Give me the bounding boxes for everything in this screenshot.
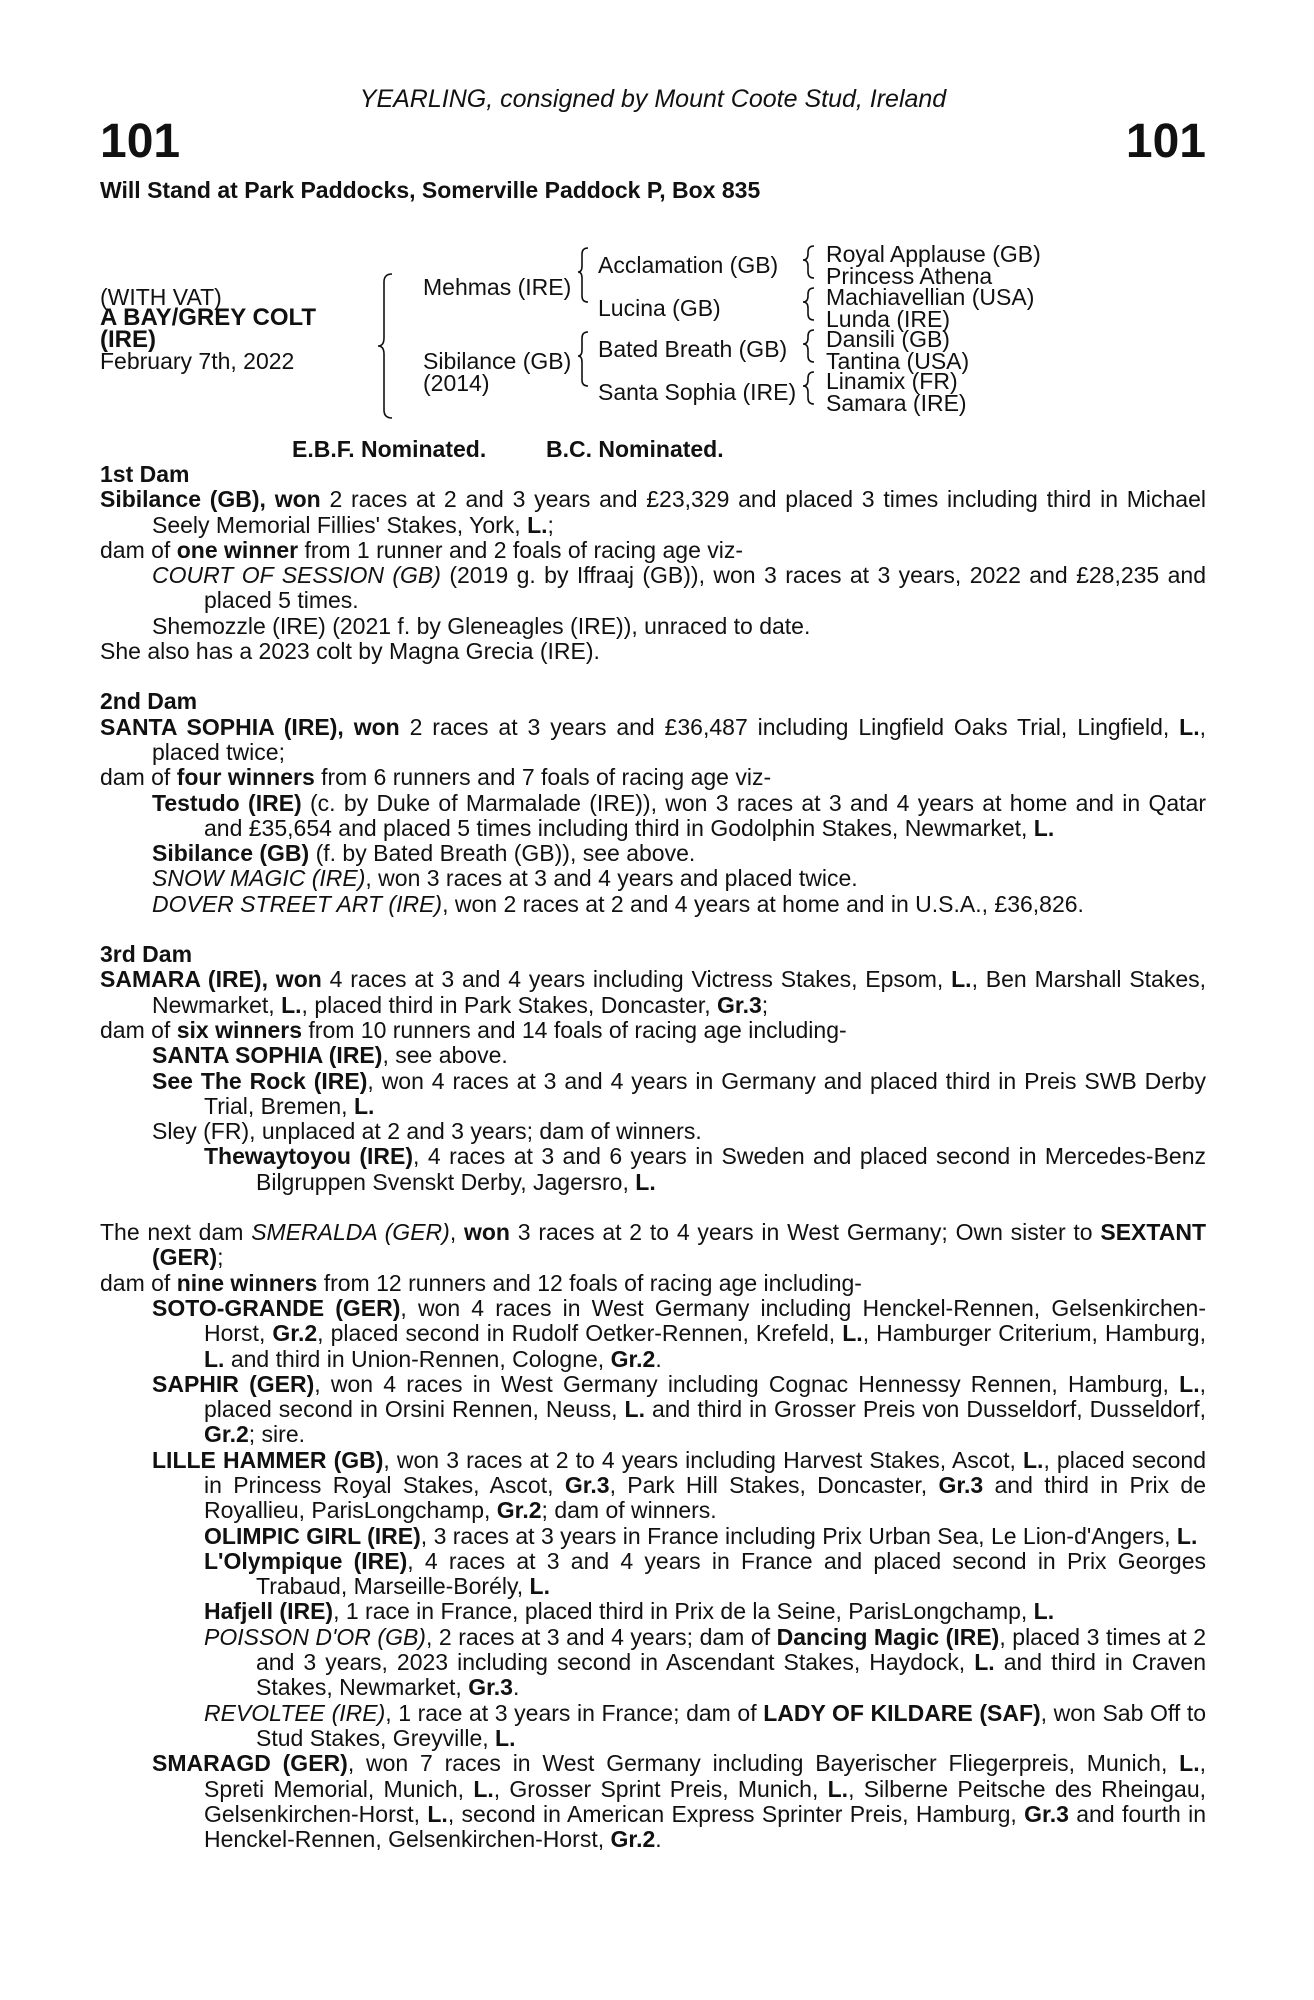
- sire-sire-name: Acclamation (GB): [598, 252, 779, 278]
- stand-location: Will Stand at Park Paddocks, Somerville Paddock P, Box 835: [100, 177, 761, 203]
- dam2-race-record: SANTA SOPHIA (IRE), won 2 races at 3 years and £36,487 including Lingfield Oaks Trial, Lingfield, L., placed twice;: [100, 713, 1207, 765]
- bracket-g12: [803, 246, 814, 278]
- dam2-produce-summary: dam of four winners from 6 runners and 7 foals of racing age viz-: [100, 764, 772, 791]
- dam1-foal-shemozzle: Shemozzle (IRE) (2021 f. by Gleneagles (IRE)), unraced to date.: [152, 612, 811, 639]
- lot-number-left: 101: [100, 115, 181, 168]
- dam2-heading: 2nd Dam: [100, 688, 198, 715]
- sire-dam-name: Lucina (GB): [598, 295, 721, 321]
- dam2-foal-sibilance: Sibilance (GB) (f. by Bated Breath (GB)), see above.: [152, 840, 696, 867]
- dam3-foal-see-the-rock: See The Rock (IRE), won 4 races at 3 and 4 years in Germany and placed third in Preis SWB Derby Trial, Bremen, L.: [152, 1067, 1206, 1119]
- dam2-foal-dover-street-art: DOVER STREET ART (IRE), won 2 races at 2 and 4 years at home and in U.S.A., £36,826.: [152, 890, 1084, 917]
- dam1-foal-court-of-session: COURT OF SESSION (GB) (2019 g. by Iffraaj (GB)), won 3 races at 3 years, 2022 and £28,235 and placed 5 times.: [152, 562, 1206, 614]
- ggdam-6: Tantina (USA): [826, 348, 970, 374]
- dam-name: Sibilance (GB): [423, 348, 572, 374]
- ggsire-7: Linamix (FR): [826, 368, 958, 394]
- dam4-grandfoal-lolympique: L'Olympique (IRE), 4 races at 3 and 4 years in France and placed second in Prix Georges Trabaud, Marseille-Borély, L.: [204, 1547, 1207, 1600]
- dam3-race-record: SAMARA (IRE), won 4 races at 3 and 4 years including Victress Stakes, Epsom, L., Ben Marshall Stakes, Newmarket, L., placed third in Park Stakes, Doncaster, Gr.3;: [100, 966, 1207, 1018]
- dam4-grandfoal-poisson-dor: POISSON D'OR (GB), 2 races at 3 and 4 years; dam of Dancing Magic (IRE), placed 3 times at 2 and 3 years, 2023 including second in Ascendant Stakes, Haydock, L. and third in Craven Stakes, Newmarket, Gr.3.: [204, 1623, 1206, 1701]
- ebf-nomination: E.B.F. Nominated.: [292, 436, 487, 462]
- consignment-line: YEARLING, consigned by Mount Coote Stud, Ireland: [359, 85, 947, 113]
- dam4-grandfoal-hafjell: Hafjell (IRE), 1 race in France, placed third in Prix de la Seine, ParisLongchamp, L.: [204, 1598, 1055, 1625]
- dam3-foal-santa-sophia: SANTA SOPHIA (IRE), see above.: [152, 1042, 508, 1069]
- ggsire-1: Royal Applause (GB): [826, 241, 1041, 267]
- ggsire-3: Machiavellian (USA): [826, 284, 1035, 310]
- dam1-race-record: Sibilance (GB), won 2 races at 2 and 3 years and £23,329 and placed 3 times including third in Michael Seely Memorial Fillies' Stakes, York, L.;: [100, 486, 1206, 538]
- dam4-foal-smaragd: SMARAGD (GER), won 7 races in West Germany including Bayerischer Fliegerpreis, Munich, L., Spreti Memorial, Munich, L., Grosser Sprint Preis, Munich, L., Silberne Peitsche des Rheingau, Gelsenkirchen-Horst, L., second in American Express Sprinter Preis, Hamburg, Gr.3 and fourth in Henckel-Rennen, Gelsenkirchen-Horst, Gr.2.: [152, 1750, 1207, 1853]
- dam2-foal-snow-magic: SNOW MAGIC (IRE), won 3 races at 3 and 4 years and placed twice.: [152, 865, 858, 892]
- ggsire-5: Dansili (GB): [826, 326, 950, 352]
- vat-note: (WITH VAT): [100, 284, 222, 310]
- dam1-heading: 1st Dam: [100, 461, 190, 487]
- dam3-produce-summary: dam of six winners from 10 runners and 14 foals of racing age including-: [100, 1016, 847, 1043]
- dam4-produce-summary: dam of nine winners from 12 runners and 12 foals of racing age including-: [100, 1269, 862, 1296]
- dam3-foal-sley: Sley (FR), unplaced at 2 and 3 years; dam of winners.: [152, 1118, 702, 1145]
- dam-dam-name: Santa Sophia (IRE): [598, 379, 797, 405]
- sire-name: Mehmas (IRE): [423, 274, 572, 300]
- dam4-grandfoal-revoltee: REVOLTEE (IRE), 1 race at 3 years in France; dam of LADY OF KILDARE (SAF), won Sab Off to Stud Stakes, Greyville, L.: [204, 1699, 1207, 1751]
- dam-year: (2014): [423, 370, 490, 396]
- horse-origin: (IRE): [100, 326, 156, 353]
- bc-nomination: B.C. Nominated.: [546, 436, 724, 462]
- dam4-foal-saphir: SAPHIR (GER), won 4 races in West Germany including Cognac Hennessy Rennen, Hamburg, L., placed second in Orsini Rennen, Neuss, L. and third in Grosser Preis von Dusseldorf, Dusseldorf, Gr.2; sire.: [152, 1370, 1206, 1448]
- dam3-heading: 3rd Dam: [100, 941, 193, 968]
- dam4-grandfoal-olimpic-girl: OLIMPIC GIRL (IRE), 3 races at 3 years in France including Prix Urban Sea, Le Lion-d'Angers, L.: [204, 1522, 1198, 1549]
- dam-sire-name: Bated Breath (GB): [598, 336, 788, 362]
- bracket-main: [378, 274, 392, 418]
- bracket-sire: [578, 248, 588, 302]
- bracket-g56: [803, 330, 814, 362]
- bracket-g34: [803, 288, 814, 320]
- lot-number-right: 101: [1125, 115, 1206, 168]
- bracket-g78: [803, 372, 814, 404]
- ggdam-4: Lunda (IRE): [826, 306, 951, 332]
- bracket-dam: [578, 332, 588, 386]
- ggdam-8: Samara (IRE): [826, 390, 967, 416]
- dam4-foal-soto-grande: SOTO-GRANDE (GER), won 4 races in West Germany including Henckel-Rennen, Gelsenkirchen-Horst, Gr.2, placed second in Rudolf Oetker-Rennen, Krefeld, L., Hamburger Criterium, Hamburg, L. and third in Union-Rennen, Cologne, Gr.2.: [152, 1294, 1207, 1372]
- dam3-grandfoal-thewaytoyou: Thewaytoyou (IRE), 4 races at 3 and 6 years in Sweden and placed second in Mercedes-Benz Bilgruppen Svenskt Derby, Jagersro, L.: [204, 1143, 1206, 1195]
- produce-record: [100, 462, 1206, 1852]
- ggdam-2: Princess Athena: [826, 263, 993, 289]
- dam4-race-record: The next dam SMERALDA (GER), won 3 races at 2 to 4 years in West Germany; Own sister to SEXTANT (GER);: [100, 1219, 1206, 1271]
- dam1-foal-2023: She also has a 2023 colt by Magna Grecia (IRE).: [100, 638, 600, 665]
- dam2-foal-testudo: Testudo (IRE) (c. by Duke of Marmalade (IRE)), won 3 races at 3 and 4 years at home and in Qatar and £35,654 and placed 5 times including third in Godolphin Stakes, Newmarket, L.: [152, 789, 1206, 841]
- dam1-produce-summary: dam of one winner from 1 runner and 2 foals of racing age viz-: [100, 536, 744, 563]
- horse-description: A BAY/GREY COLT: [100, 304, 317, 331]
- dam4-foal-lille-hammer: LILLE HAMMER (GB), won 3 races at 2 to 4 years including Harvest Stakes, Ascot, L., placed second in Princess Royal Stakes, Ascot, Gr.3, Park Hill Stakes, Doncaster, Gr.3 and third in Prix de Royallieu, ParisLongchamp, Gr.2; dam of winners.: [152, 1446, 1206, 1524]
- foaling-date: February 7th, 2022: [100, 348, 295, 374]
